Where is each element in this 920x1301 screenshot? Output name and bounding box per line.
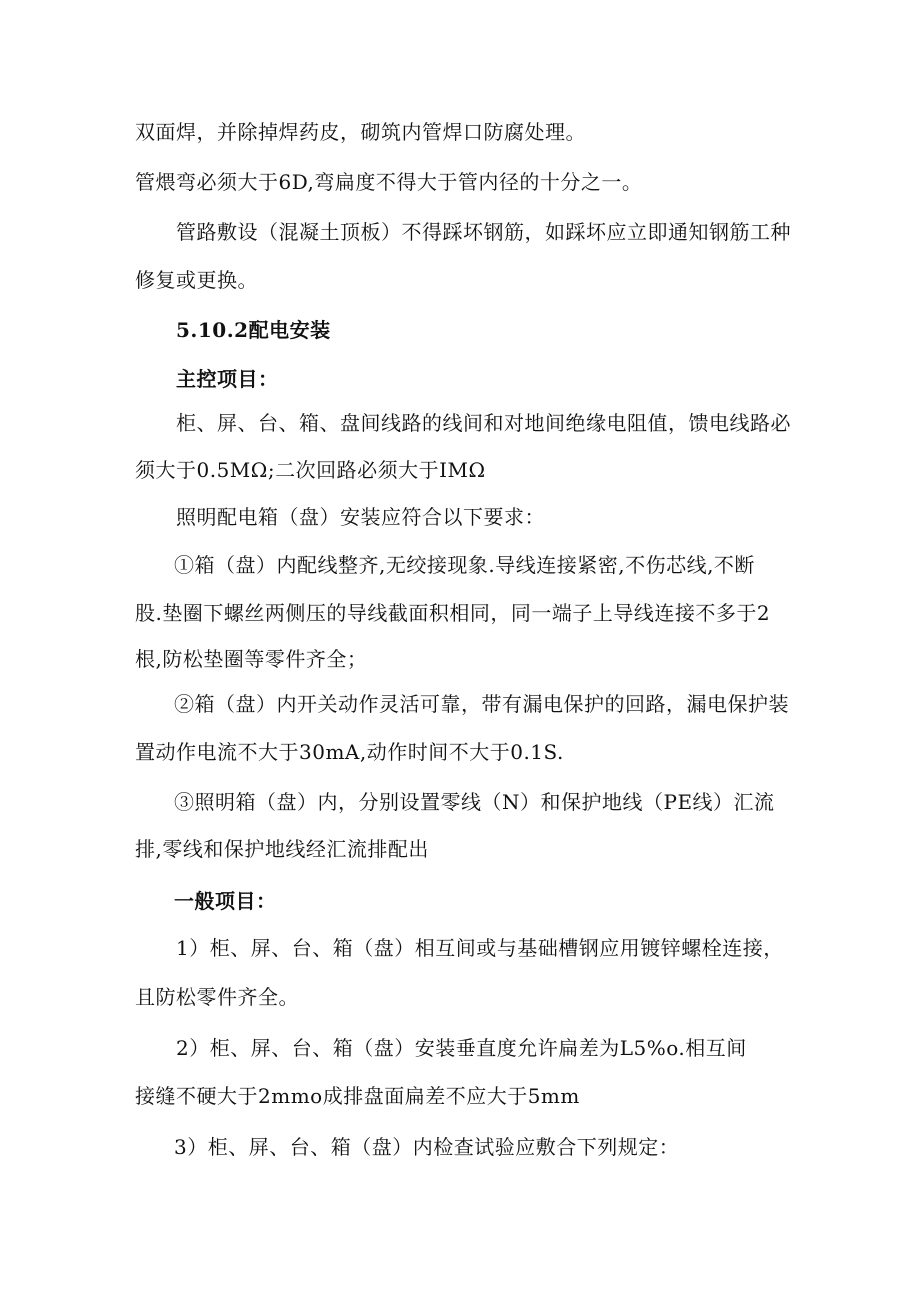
text-line: 双面焊，并除掉焊药皮，砌筑内管焊口防腐处理。 — [135, 120, 586, 144]
text-line: 3）柜、屏、台、箱（盘）内检查试验应敷合下列规定： — [174, 1135, 680, 1159]
text-line: 柜、屏、台、箱、盘间线路的线间和对地间绝缘电阻值，馈电线路必 — [176, 411, 791, 435]
subsection-heading: 主控项目： — [176, 367, 279, 391]
text-line: 根,防松垫圈等零件齐全； — [135, 647, 368, 671]
text-line: 且防松零件齐全。 — [135, 985, 299, 1009]
text-line: 接缝不硬大于2mmo成排盘面扁差不应大于5mm — [135, 1084, 580, 1108]
text-line: ①箱（盘）内配线整齐,无绞接现象.导线连接紧密,不伤芯线,不断 — [174, 553, 755, 577]
text-line: 1）柜、屏、台、箱（盘）相互间或与基础槽钢应用镀锌螺栓连接， — [176, 936, 784, 960]
text-line: 照明配电箱（盘）安装应符合以下要求： — [176, 505, 545, 529]
text-line: ②箱（盘）内开关动作灵活可靠，带有漏电保护的回路，漏电保护装 — [174, 692, 789, 716]
text-line: 修复或更换。 — [135, 268, 258, 292]
text-line: 股.垫圈下螺丝两侧压的导线截面积相同，同一端子上导线连接不多于2 — [135, 601, 771, 625]
text-line: 2）柜、屏、台、箱（盘）安装垂直度允许扁差为L5%o.相互间 — [176, 1036, 747, 1060]
text-line: 管煨弯必须大于6D,弯扁度不得大于管内径的十分之一。 — [135, 170, 643, 194]
text-line: 须大于0.5MΩ;二次回路必须大于IMΩ — [135, 458, 486, 482]
text-line: 置动作电流不大于30mA,动作时间不大于0.1S. — [135, 740, 564, 764]
text-line: 管路敷设（混凝土顶板）不得踩坏钢筋，如踩坏应立即通知钢筋工种 — [176, 220, 791, 244]
section-heading: 5.10.2配电安装 — [176, 318, 331, 342]
text-line: ③照明箱（盘）内，分别设置零线（N）和保护地线（PE线）汇流 — [174, 790, 775, 814]
text-line: 排,零线和保护地线经汇流排配出 — [135, 837, 429, 861]
subsection-heading: 一般项目： — [174, 889, 277, 913]
